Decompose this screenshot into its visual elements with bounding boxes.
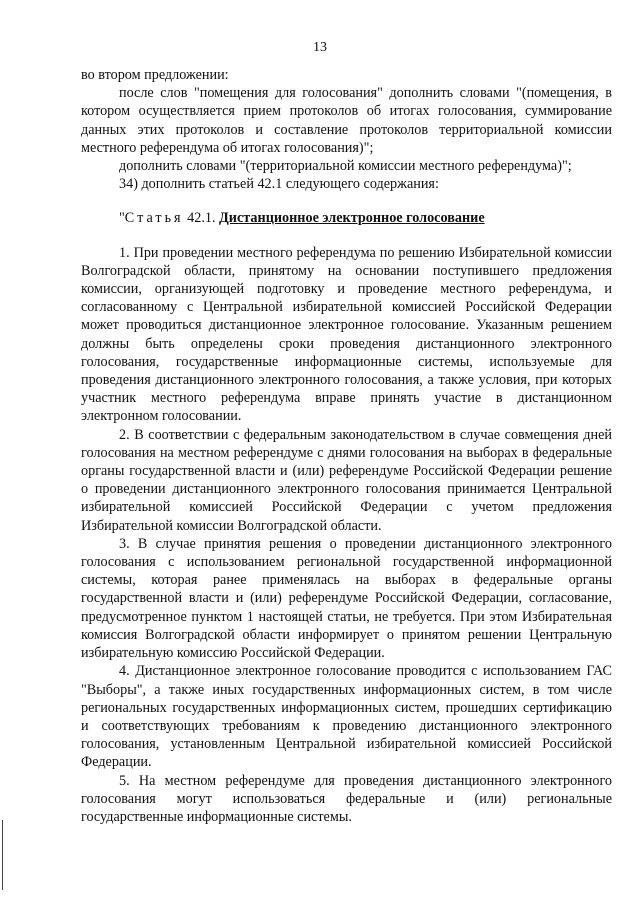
paragraph: после слов "помещения для голосования" дополнить словами "(помещения, в котором осуществляется прием протоколов об итогах голосования, суммирование данных этих протоколов и составление протоколов территориальной комиссии местного референдума об итогах голосования)";	[81, 85, 612, 156]
scan-margin-line	[2, 820, 3, 890]
paragraph: 2. В соответствии с федеральным законодательством в случае совмещения дней голосования на местном референдуме с днями голосования на выборах в федеральные органы государственной власти и (или) референдуме Российской Федерации решение о проведении дистанционного электронного голосования принимается Центральной избирательной комиссией Российской Федерации с учетом предложения Избирательной комиссии Волгоградской области.	[81, 426, 612, 534]
article-title: Дистанционное электронное голосование	[219, 210, 485, 227]
article-quote: "	[119, 210, 125, 227]
paragraph: 4. Дистанционное электронное голосование проводится с использованием ГАС "Выборы", а также иных государственных информационных систем, в том числе региональных государственных информационных систем, прошедших сертификацию и соответствующих требованиям к проведению дистанционного электронного голосования, установленным Центральной избирательной комиссией Российской Федерации.	[81, 663, 612, 771]
paragraph: 5. На местном референдуме для проведения дистанционного электронного голосования могут использоваться федеральные и (или) региональные государственные информационные системы.	[81, 772, 612, 825]
paragraph: 34) дополнить статьей 42.1 следующего содержания:	[119, 176, 439, 193]
page-number: 13	[313, 40, 327, 55]
article-heading	[81, 209, 612, 227]
article-word: Статья	[124, 210, 184, 227]
paragraph: 1. При проведении местного референдума по решению Избирательной комиссии Волгоградской области, принятому на основании поступившего предложения комиссии, организующей подготовку и проведение местного референдума, и согласованному с Центральной избирательной комиссией Российской Федерации может проводиться дистанционное электронное голосование. Указанным решением должны быть определены сроки проведения дистанционного электронного голосования, государственные информационные системы, используемые для проведения дистанционного электронного голосования, а также условия, при которых участник местного референдума вправе принять участие в дистанционном электронном голосовании.	[81, 244, 612, 425]
paragraph: дополнить словами "(территориальной комиссии местного референдума)";	[119, 158, 572, 175]
document-body	[81, 66, 612, 826]
article-number: 42.1.	[183, 210, 220, 227]
paragraph: во втором предложении:	[81, 67, 229, 83]
paragraph: 3. В случае принятия решения о проведении дистанционного электронного голосования с использованием региональной государственной информационной системы, которая ранее применялась на выборах в федеральные органы государственной власти и (или) референдуме Российской Федерации, согласование, предусмотренное пунктом 1 настоящей статьи, не требуется. При этом Избирательная комиссия Волгоградской области информирует о принятом решении Центральную избирательную комиссию Российской Федерации.	[81, 535, 612, 662]
